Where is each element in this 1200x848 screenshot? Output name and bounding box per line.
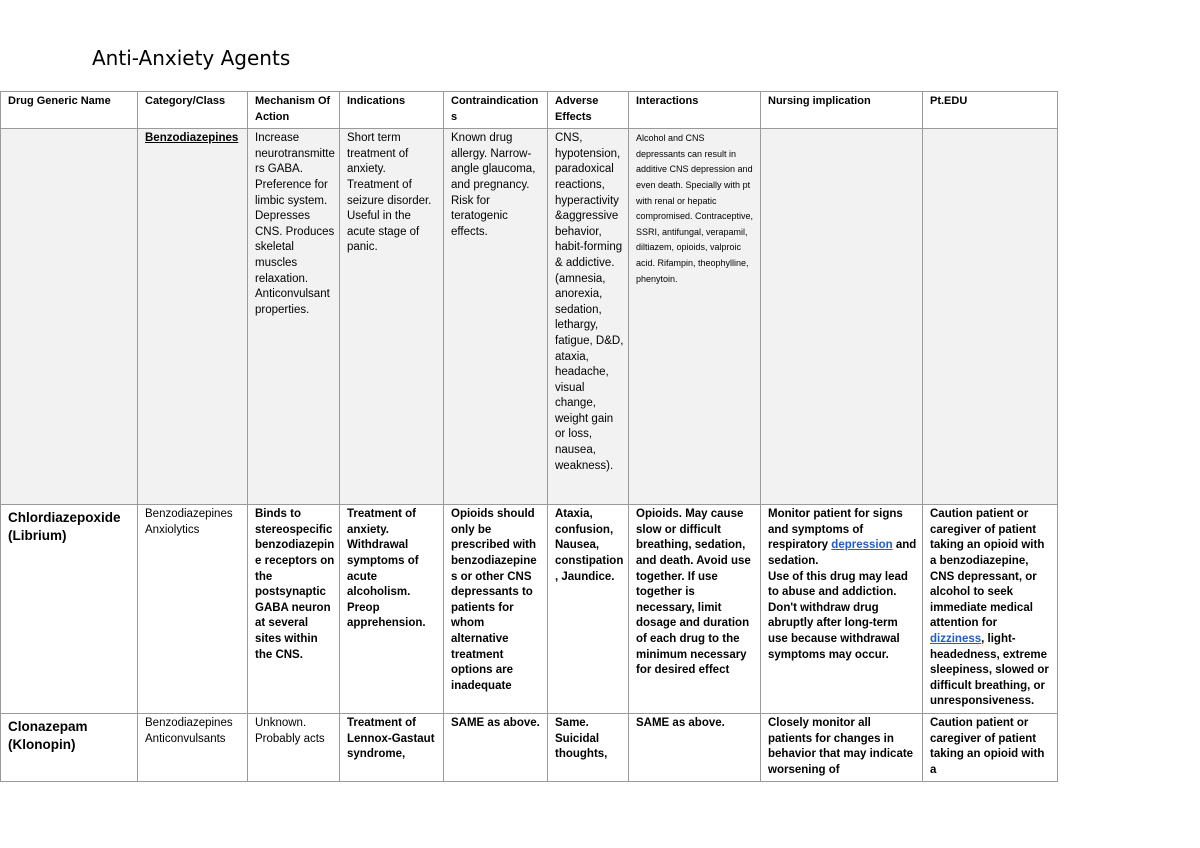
cell-drug-name xyxy=(1,713,138,781)
cell-adverse-effects: Ataxia, confusion, Nausea, constipation, Jaundice. xyxy=(548,505,629,714)
interactions-text: Alcohol and CNS depressants can result in additive CNS depression and even death. Specially with pt with renal or hepatic compromised. Contraceptive, SSRI, antifungal, verapamil, diltiazem, opioids, valproic acid. Rifampin, theophylline, phenytoin. xyxy=(636,133,754,284)
cell-contraindications: Known drug allergy. Narrow-angle glaucoma, and pregnancy. Risk for teratogenic effects. xyxy=(444,129,548,505)
cell-pt-edu xyxy=(923,129,1058,505)
cell-mechanism: Increase neurotransmitters GABA. Preference for limbic system. Depresses CNS. Produces skeletal muscles relaxation. Anticonvulsant properties. xyxy=(248,129,340,505)
cell-adverse-effects: Same. Suicidal thoughts, xyxy=(548,713,629,781)
cell-contraindications: SAME as above. xyxy=(444,713,548,781)
category-label: Benzodiazepines xyxy=(145,132,239,145)
cell-pt-edu: Caution patient or caregiver of patient taking an opioid with a xyxy=(923,713,1058,781)
category-label: Benzodiazepines Anxiolytics xyxy=(145,508,233,536)
header-mechanism: Mechanism Of Action xyxy=(248,92,340,129)
header-pt-edu: Pt.EDU xyxy=(923,92,1058,129)
cell-indications: Short term treatment of anxiety. Treatment of seizure disorder. Useful in the acute stage of panic. xyxy=(340,129,444,505)
category-label: Benzodiazepines Anticonvulsants xyxy=(145,716,233,745)
cell-nursing: Closely monitor all patients for changes in behavior that may indicate worsening of xyxy=(761,713,923,781)
table-row xyxy=(1,713,1058,781)
drug-table xyxy=(0,91,1058,782)
cell-nursing xyxy=(761,505,923,714)
header-contraindications: Contraindications xyxy=(444,92,548,129)
table-row xyxy=(1,505,1058,714)
mechanism-text: Unknown. Probably acts xyxy=(255,716,325,745)
drug-name-label: Clonazepam (Klonopin) xyxy=(8,718,88,752)
cell-mechanism: Binds to stereospecific benzodiazepine receptors on the postsynaptic GABA neuron at several sites within the CNS. xyxy=(248,505,340,714)
table-header-row xyxy=(1,92,1058,129)
cell-adverse-effects: CNS, hypotension, paradoxical reactions, hyperactivity &aggressive behavior, habit-forming & addictive. (amnesia, anorexia, sedation, lethargy, fatigue, D&D, ataxia, headache, visual change, weight gain or loss, nausea, weakness). xyxy=(548,129,629,505)
cell-category xyxy=(138,505,248,714)
cell-category xyxy=(138,713,248,781)
page-title: Anti-Anxiety Agents xyxy=(92,46,291,70)
cell-drug-name xyxy=(1,505,138,714)
depression-link[interactable]: depression xyxy=(831,539,893,552)
cell-category xyxy=(138,129,248,505)
edu-text-end: , light-headedness, extreme sleepiness, slowed or difficult breathing, or unresponsiveness. xyxy=(930,632,1049,708)
header-adverse-effects: Adverse Effects xyxy=(548,92,629,129)
dizziness-link[interactable]: dizziness xyxy=(930,632,982,645)
cell-nursing xyxy=(761,129,923,505)
header-nursing: Nursing implication xyxy=(761,92,923,129)
cell-contraindications: Opioids should only be prescribed with benzodiazepines or other CNS depressants to patients for whom alternative treatment options are inadequate xyxy=(444,505,548,714)
nursing-text-start: Monitor patient for signs and symptoms of respiratory xyxy=(768,508,903,552)
cell-interactions: SAME as above. xyxy=(629,713,761,781)
header-indications: Indications xyxy=(340,92,444,129)
cell-mechanism xyxy=(248,713,340,781)
header-drug-name: Drug Generic Name xyxy=(1,92,138,129)
drug-name-label: Chlordiazepoxide (Librium) xyxy=(8,510,121,544)
table-row xyxy=(1,129,1058,505)
cell-indications: Treatment of anxiety. Withdrawal symptoms of acute alcoholism. Preop apprehension. xyxy=(340,505,444,714)
cell-interactions xyxy=(629,129,761,505)
cell-drug-name xyxy=(1,129,138,505)
cell-pt-edu xyxy=(923,505,1058,714)
cell-indications: Treatment of Lennox-Gastaut syndrome, xyxy=(340,713,444,781)
cell-interactions: Opioids. May cause slow or difficult breathing, sedation, and death. Avoid use together. If use together is necessary, limit dosage and duration of each drug to the minimum necessary for desired effect xyxy=(629,505,761,714)
header-interactions: Interactions xyxy=(629,92,761,129)
header-category: Category/Class xyxy=(138,92,248,129)
nursing-text-end: and sedation. Use of this drug may lead to abuse and addiction. Don't withdraw drug abruptly after long-term use because withdrawal symptoms may occur. xyxy=(768,539,917,661)
edu-text-start: Caution patient or caregiver of patient taking an opioid with a benzodiazepine, CNS depressant, or alcohol to seek immediate medical attention for xyxy=(930,508,1045,630)
